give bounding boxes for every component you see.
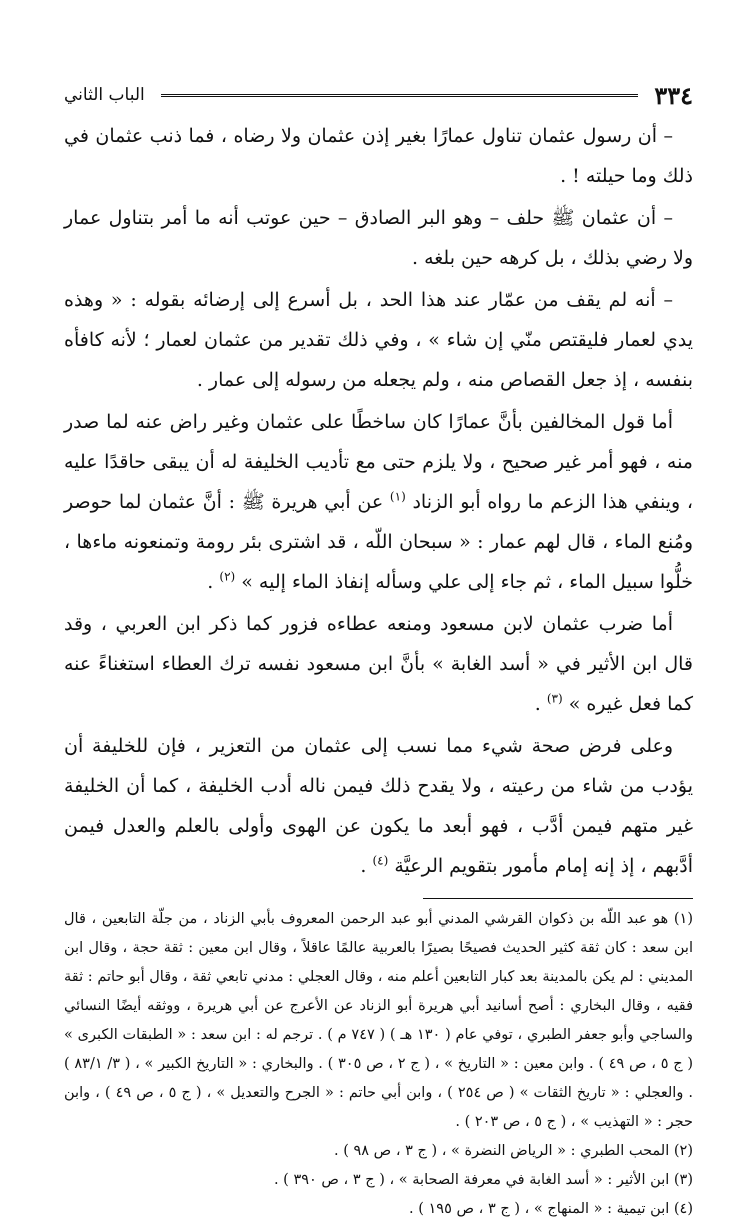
chapter-title: الباب الثاني: [64, 85, 145, 105]
footnote-2: (٢) المحب الطبري : « الرياض النضرة » ، ( ج ٣ ، ص ٩٨ ) .: [334, 1143, 693, 1159]
paragraph-2: – أن عثمان ﷺ حلف – وهو البر الصادق – حين عوتب أنه ما أمر بتناول عمار ولا رضي بذلك ، بل كرهه حين بلغه .: [64, 207, 693, 269]
main-text: [64, 116, 693, 886]
paragraph-5-end: .: [534, 693, 547, 715]
paragraph-4-end: .: [207, 571, 220, 593]
paragraph-4-text-b: عن أبي هريرة ﷺ : أنَّ عثمان لما حوصر ومُنع الماء ، قال لهم عمار : « سبحان اللّه ، قد اشترى بئر رومة وتمنعونه ماءها ، خلُّوا سبيل الماء ، ثم جاء إلى علي وسأله إنفاذ الماء إليه »: [64, 491, 693, 593]
paragraph-6-text: وعلى فرض صحة شيء مما نسب إلى عثمان من التعزير ، فإن للخليفة أن يؤدب من شاء من رعيته ، ولا يقدح ذلك فيمن ناله أدب الخليفة ، كما أن الخليفة غير متهم فيمن أدَّب ، فهو أبعد ما يكون عن الهوى وأولى بالعلم والعدل فيمن أدَّبهم ، إذ إنه إمام مأمور بتقويم الرعيَّة: [64, 735, 693, 877]
footnote-ref-2[interactable]: (٢): [219, 569, 236, 584]
paragraph-5: [64, 604, 693, 724]
paragraph-1: – أن رسول عثمان تناول عمارًا بغير إذن عثمان ولا رضاه ، فما ذنب عثمان في ذلك وما حيلته ! .: [64, 125, 693, 187]
paragraph-4-text-a: أما قول المخالفين بأنَّ عمارًا كان ساخطًا على عثمان وغير راض عنه لما صدر منه ، فهو أمر غير صحيح ، ولا يلزم حتى مع تأديب الخليفة له أن يبقى حاقدًا عليه ، وينفي هذا الزعم ما رواه أبو الزناد: [64, 411, 694, 513]
footnote-ref-3[interactable]: (٣): [546, 691, 563, 706]
page-number: ٣٣٤: [654, 80, 693, 110]
paragraph-3: – أنه لم يقف من عمّار عند هذا الحد ، بل أسرع إلى إرضائه بقوله : « وهذه يدي لعمار فليقتص منّي إن شاء » ، وفي ذلك تقدير من عثمان لعمار ؛ لأنه كافأه بنفسه ، إذ جعل القصاص منه ، ولم يجعله من رسوله إلى عمار .: [64, 289, 693, 391]
footnote-separator: [423, 898, 693, 899]
footnote-1: (١) هو عبد اللّه بن ذكوان القرشي المدني أبو عبد الرحمن المعروف بأبي الزناد ، من جلّة التابعين ، قال ابن سعد : كان ثقة كثير الحديث فصيحًا بصيرًا بالعربية عالمًا عاقلاً ، وقال ابن معين : ثقة حجة ، وقال ابن المديني : لم يكن بالمدينة بعد كبار التابعين أعلم منه ، وقال العجلي : مدني تابعي ثقة ، وقال أبو حاتم : ثقة فقيه ، وقال البخاري : أصح أسانيد أبي هريرة أبو الزناد عن الأعرج عن أبي هريرة ، ووثقه أيضًا النسائي والساجي وأبو جعفر الطبري ، توفي عام ( ١٣٠ هـ ) ( ٧٤٧ م ) . ترجم له : ابن سعد : « الطبقات الكبرى » ( ج ٥ ، ص ٤٩ ) . وابن معين : « التاريخ » ، ( ج ٢ ، ص ٣٠٥ ) . والبخاري : « التاريخ الكبير » ، ( ٣/ ٨٣/١ ) . والعجلي : « تاريخ الثقات » ( ص ٢٥٤ ) ، وابن أبي حاتم : « الجرح والتعديل » ، ( ج ٥ ، ص ٤٩ ) ، وابن حجر : « التهذيب » ، ( ج ٥ ، ص ٢٠٣ ) .: [64, 911, 693, 1130]
paragraph-6: [64, 726, 693, 886]
footnote-ref-1[interactable]: (١): [389, 489, 406, 504]
footnote-4: (٤) ابن تيمية : « المنهاج » ، ( ج ٣ ، ص ١٩٥ ) .: [409, 1201, 693, 1217]
footnotes: [64, 905, 693, 1224]
footnote-ref-4[interactable]: (٤): [372, 853, 389, 868]
paragraph-5-text: أما ضرب عثمان لابن مسعود ومنعه عطاءه فزور كما ذكر ابن العربي ، وقد قال ابن الأثير في « أسد الغابة » بأنَّ ابن مسعود نفسه ترك العطاء استغناءً عنه كما فعل غيره »: [64, 613, 693, 715]
header-rule: [161, 94, 639, 97]
running-header: [64, 78, 693, 112]
footnote-3: (٣) ابن الأثير : « أسد الغابة في معرفة الصحابة » ، ( ج ٣ ، ص ٣٩٠ ) .: [273, 1172, 693, 1188]
paragraph-4: [64, 402, 693, 602]
paragraph-6-end: .: [360, 855, 373, 877]
